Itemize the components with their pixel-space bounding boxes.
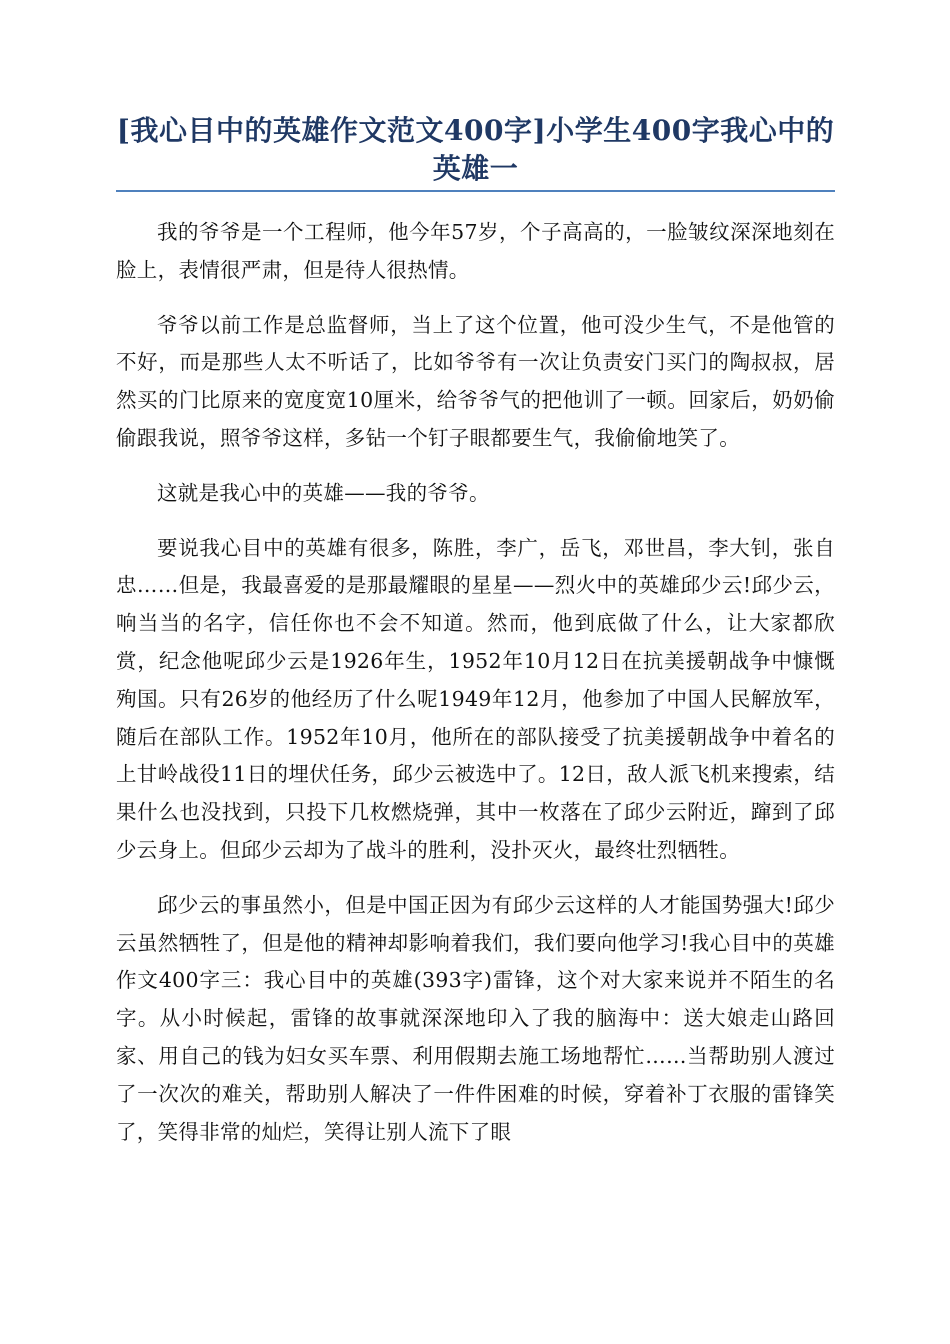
paragraph-4: 要说我心目中的英雄有很多，陈胜，李广，岳飞，邓世昌，李大钊，张自忠……但是，我最喜爱的是那最耀眼的星星——烈火中的英雄邱少云!邱少云，响当当的名字，信任你也不会不知道。然而，他到底做了什么，让大家都欣赏，纪念他呢邱少云是1926年生，1952年10月12日在抗美援朝战争中慷慨殉国。只有26岁的他经历了什么呢1949年12月，他参加了中国人民解放军，随后在部队工作。1952年10月，他所在的部队接受了抗美援朝战争中着名的上甘岭战役11日的埋伏任务，邱少云被选中了。12日，敌人派飞机来搜索，结果什么也没找到，只投下几枚燃烧弹，其中一枚落在了邱少云附近，蹿到了邱少云身上。但邱少云却为了战斗的胜利，没扑灭火，最终壮烈牺牲。 (116, 535, 835, 862)
paragraph-1: 我的爷爷是一个工程师，他今年57岁，个子高高的，一脸皱纹深深地刻在脸上，表情很严肃，但是待人很热情。 (116, 220, 835, 282)
document-title: [我心目中的英雄作文范文400字]小学生400字我心中的英雄一 (116, 112, 835, 192)
document-page (116, 112, 835, 1168)
paragraph-5: 邱少云的事虽然小，但是中国正因为有邱少云这样的人才能国势强大!邱少云虽然牺牲了，但是他的精神却影响着我们，我们要向他学习!我心目中的英雄作文400字三：我心目中的英雄(393字)雷锋，这个对大家来说并不陌生的名字。从小时候起，雷锋的故事就深深地印入了我的脑海中：送大娘走山路回家、用自己的钱为妇女买车票、利用假期去施工场地帮忙……当帮助别人渡过了一次次的难关，帮助别人解决了一件件困难的时候，穿着补丁衣服的雷锋笑了，笑得非常的灿烂，笑得让别人流下了眼 (116, 892, 835, 1144)
paragraph-2: 爷爷以前工作是总监督师，当上了这个位置，他可没少生气，不是他管的不好，而是那些人太不听话了，比如爷爷有一次让负责安门买门的陶叔叔，居然买的门比原来的宽度宽10厘米，给爷爷气的把他训了一顿。回家后，奶奶偷偷跟我说，照爷爷这样，多钻一个钉子眼都要生气，我偷偷地笑了。 (116, 312, 835, 450)
document-body (116, 214, 835, 1151)
paragraph-3: 这就是我心中的英雄——我的爷爷。 (157, 480, 490, 505)
